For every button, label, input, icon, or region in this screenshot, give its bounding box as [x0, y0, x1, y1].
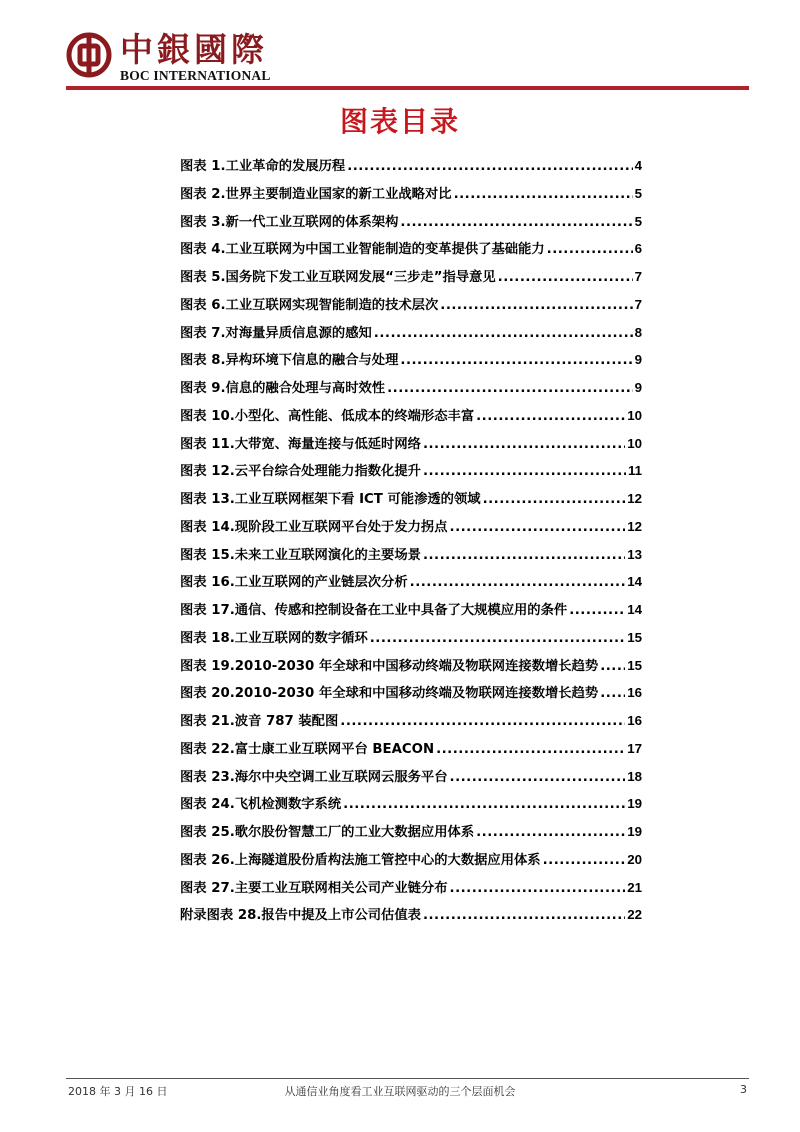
toc-leader-dots [476, 819, 625, 847]
logo-chinese-name: 中銀國際 [120, 30, 268, 69]
toc-entry[interactable] [180, 374, 642, 402]
toc-entry-label: 图表 20.2010-2030 年全球和中国移动终端及物联网连接数增长趋势 [180, 686, 599, 702]
toc-entry[interactable] [180, 152, 642, 180]
toc-entry-label: 图表 17.通信、传感和控制设备在工业中具备了大规模应用的条件 [180, 603, 568, 618]
toc-leader-dots [547, 236, 633, 264]
toc-entry[interactable] [180, 235, 642, 263]
toc-entry-page: 21 [627, 879, 642, 895]
toc-entry-page: 14 [627, 574, 642, 590]
toc-leader-dots [370, 625, 625, 653]
toc-leader-dots [440, 292, 632, 320]
toc-entry[interactable] [180, 679, 642, 707]
toc-leader-dots [410, 569, 626, 597]
toc-entry[interactable] [180, 763, 642, 791]
toc-leader-dots [340, 708, 625, 736]
toc-entry-label: 图表 24.飞机检测数字系统 [180, 797, 342, 813]
toc-leader-dots [400, 347, 632, 375]
toc-leader-dots [450, 514, 626, 542]
toc-entry[interactable] [180, 402, 642, 430]
toc-entry-label: 图表 13.工业互联网框架下看 ICT 可能渗透的领域 [180, 492, 481, 507]
toc-leader-dots [423, 542, 625, 570]
toc-entry-page: 4 [634, 158, 642, 173]
toc-entry-label: 图表 1.工业革命的发展历程 [180, 159, 346, 174]
toc-entry[interactable] [180, 707, 642, 735]
toc-entry-label: 图表 6.工业互联网实现智能制造的技术层次 [180, 297, 439, 313]
toc-entry[interactable] [180, 513, 642, 541]
toc-entry-page: 19 [627, 796, 642, 812]
toc-entry-page: 15 [627, 629, 642, 645]
toc-entry-label: 图表 9.信息的融合处理与高时效性 [180, 381, 386, 396]
toc-entry[interactable] [180, 846, 642, 874]
toc-leader-dots [347, 153, 632, 181]
toc-entry-label: 图表 10.小型化、高性能、低成本的终端形态丰富 [180, 408, 475, 424]
page-number: 3 [740, 1083, 747, 1096]
toc-entry-page: 10 [627, 407, 642, 423]
toc-leader-dots [400, 209, 632, 237]
toc-entry[interactable] [180, 263, 642, 291]
toc-entry-label: 图表 25.歌尔股份智慧工厂的工业大数据应用体系 [180, 825, 475, 840]
toc-entry[interactable] [180, 818, 642, 846]
toc-entry-label: 图表 27.主要工业互联网相关公司产业链分布 [180, 880, 448, 896]
toc-entry[interactable] [180, 624, 642, 652]
toc-entry[interactable] [180, 596, 642, 624]
toc-entry[interactable] [180, 319, 642, 347]
toc-entry-page: 18 [627, 768, 642, 784]
toc-entry[interactable] [180, 457, 642, 485]
toc-leader-dots [436, 736, 625, 764]
toc-leader-dots [450, 875, 626, 903]
toc-leader-dots [600, 680, 625, 708]
toc-leader-dots [450, 764, 626, 792]
toc-entry-label: 图表 14.现阶段工业互联网平台处于发力拐点 [180, 519, 448, 535]
boc-emblem-icon [66, 32, 112, 78]
footer-rule [66, 1078, 749, 1079]
toc-entry-page: 12 [627, 518, 642, 534]
toc-entry[interactable] [180, 568, 642, 596]
toc-entry-page: 13 [627, 546, 642, 562]
toc-entry-label: 图表 4.工业互联网为中国工业智能制造的变革提供了基础能力 [180, 242, 545, 258]
toc-entry[interactable] [180, 790, 642, 818]
boc-logo [66, 30, 296, 88]
toc-entry-label: 图表 7.对海量异质信息源的感知 [180, 325, 372, 341]
toc-entry-page: 16 [627, 713, 642, 728]
toc-entry-page: 15 [627, 657, 642, 673]
toc-entry[interactable] [180, 485, 642, 513]
toc-leader-dots [423, 902, 625, 930]
toc-leader-dots [600, 653, 625, 681]
toc-leader-dots [498, 264, 633, 292]
toc-leader-dots [476, 403, 625, 431]
logo-english-name: BOC INTERNATIONAL [120, 68, 271, 83]
toc-leader-dots [423, 458, 626, 486]
toc-leader-dots [569, 597, 625, 625]
toc-entry-page: 14 [627, 602, 642, 617]
toc-entry-page: 20 [627, 851, 642, 867]
toc-entry[interactable] [180, 901, 642, 929]
toc-entry-page: 5 [634, 185, 642, 201]
toc-entry-page: 9 [634, 380, 642, 395]
toc-entry-page: 11 [627, 463, 642, 479]
toc-entry-page: 7 [634, 296, 642, 312]
toc-entry-page: 5 [634, 213, 642, 229]
toc-entry-label: 图表 21.波音 787 装配图 [180, 714, 339, 729]
toc-entry-label: 附录图表 28.报告中提及上市公司估值表 [180, 908, 421, 924]
toc-entry[interactable] [180, 652, 642, 680]
toc-leader-dots [454, 181, 633, 209]
toc-leader-dots [374, 320, 633, 348]
toc-entry-page: 8 [634, 324, 642, 340]
table-of-figures [180, 152, 642, 929]
toc-entry-label: 图表 19.2010-2030 年全球和中国移动终端及物联网连接数增长趋势 [180, 658, 599, 674]
toc-entry-label: 图表 5.国务院下发工业互联网发展“三步走”指导意见 [180, 270, 496, 285]
toc-entry-label: 图表 22.富士康工业互联网平台 BEACON [180, 741, 435, 757]
header-rule [66, 86, 749, 90]
toc-entry-label: 图表 11.大带宽、海量连接与低延时网络 [180, 436, 421, 452]
toc-entry-label: 图表 12.云平台综合处理能力指数化提升 [180, 464, 421, 480]
toc-entry[interactable] [180, 735, 642, 763]
toc-entry[interactable] [180, 291, 642, 319]
footer-date: 2018 年 3 月 16 日 [68, 1085, 168, 1098]
toc-entry-label: 图表 8.异构环境下信息的融合与处理 [180, 353, 399, 369]
toc-entry-label: 图表 26.上海隧道股份盾构法施工管控中心的大数据应用体系 [180, 852, 541, 868]
toc-entry-label: 图表 23.海尔中央空调工业互联网云服务平台 [180, 769, 448, 785]
toc-entry-page: 10 [627, 435, 642, 451]
toc-entry[interactable] [180, 346, 642, 374]
toc-entry-label: 图表 18.工业互联网的数字循环 [180, 630, 368, 646]
toc-entry-page: 9 [634, 352, 642, 368]
toc-entry-page: 16 [627, 685, 642, 701]
toc-entry[interactable] [180, 541, 642, 569]
toc-entry[interactable] [180, 208, 642, 236]
toc-entry-page: 7 [634, 269, 642, 284]
toc-entry-label: 图表 2.世界主要制造业国家的新工业战略对比 [180, 186, 452, 202]
toc-leader-dots [387, 375, 633, 403]
toc-entry-label: 图表 16.工业互联网的产业链层次分析 [180, 575, 408, 591]
page-title: 图表目录 [339, 105, 460, 138]
toc-entry-page: 17 [627, 740, 642, 756]
footer-title: 从通信业角度看工业互联网驱动的三个层面机会 [284, 1085, 516, 1098]
toc-entry[interactable] [180, 874, 642, 902]
toc-entry[interactable] [180, 180, 642, 208]
toc-entry-label: 图表 3.新一代工业互联网的体系架构 [180, 214, 399, 230]
toc-entry[interactable] [180, 430, 642, 458]
toc-entry-label: 图表 15.未来工业互联网演化的主要场景 [180, 547, 421, 563]
toc-entry-page: 22 [627, 907, 642, 923]
toc-leader-dots [483, 486, 626, 514]
toc-leader-dots [343, 791, 625, 819]
toc-leader-dots [543, 847, 626, 875]
toc-entry-page: 19 [627, 824, 642, 839]
toc-entry-page: 6 [634, 241, 642, 257]
toc-leader-dots [423, 431, 625, 459]
toc-entry-page: 12 [627, 491, 642, 506]
